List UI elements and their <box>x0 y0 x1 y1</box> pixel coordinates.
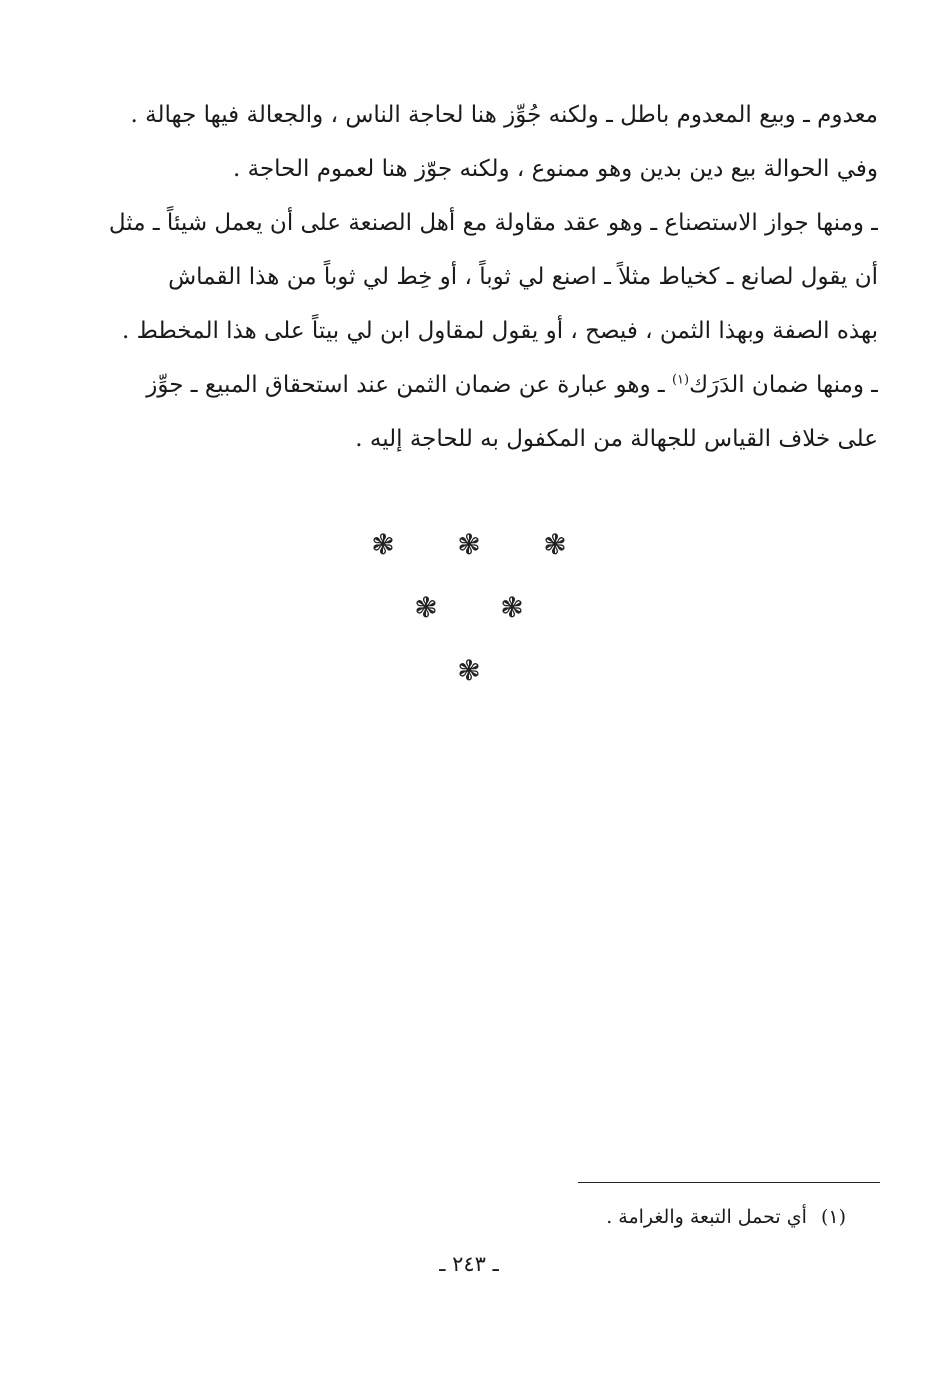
asterisk-flower-icon: ❃ <box>457 528 481 561</box>
ornament-row-1 <box>0 530 938 560</box>
asterisk-flower-icon: ❃ <box>371 528 395 561</box>
text-line-2: وفي الحوالة بيع دين بدين وهو ممنوع ، ولكنه جوّز هنا لعموم الحاجة . <box>233 156 878 182</box>
asterisk-flower-icon: ❃ <box>457 654 481 687</box>
text-line-6-end: ـ وهو عبارة عن ضمان الثمن عند استحقاق المبيع ـ جوِّز <box>146 372 672 398</box>
text-line-4: أن يقول لصانع ـ كخياط مثلاً ـ اصنع لي ثوباً ، أو خِط لي ثوباً من هذا القماش <box>168 264 878 290</box>
main-text <box>82 88 878 466</box>
footnote-text: أي تحمل التبعة والغرامة . <box>606 1206 807 1228</box>
page-number: ـ ٢٤٣ ـ <box>439 1252 499 1276</box>
ornament-row-2 <box>0 593 938 623</box>
text-line-5: بهذه الصفة وبهذا الثمن ، فيصح ، أو يقول لمقاول ابن لي بيتاً على هذا المخطط . <box>121 318 878 344</box>
asterisk-flower-icon: ❃ <box>543 528 567 561</box>
footnote-marker: (١) <box>820 1206 846 1228</box>
footnote <box>400 1203 846 1231</box>
text-line-6 <box>82 358 878 412</box>
asterisk-flower-icon: ❃ <box>500 591 524 624</box>
text-line-6-start: ـ ومنها ضمان الدَرَك <box>689 372 878 398</box>
ornament-row-3 <box>0 656 938 686</box>
footnote-reference[interactable]: (١) <box>671 372 690 388</box>
text-line-7: على خلاف القياس للجهالة من المكفول به للحاجة إليه . <box>355 426 878 452</box>
footnote-divider <box>578 1182 880 1183</box>
text-line-3: ـ ومنها جواز الاستصناع ـ وهو عقد مقاولة مع أهل الصنعة على أن يعمل شيئاً ـ مثل <box>108 210 878 236</box>
section-ornament <box>0 520 938 700</box>
text-line-1: معدوم ـ وبيع المعدوم باطل ـ ولكنه جُوِّز هنا لحاجة الناس ، والجعالة فيها جهالة . <box>130 102 878 128</box>
asterisk-flower-icon: ❃ <box>414 591 438 624</box>
